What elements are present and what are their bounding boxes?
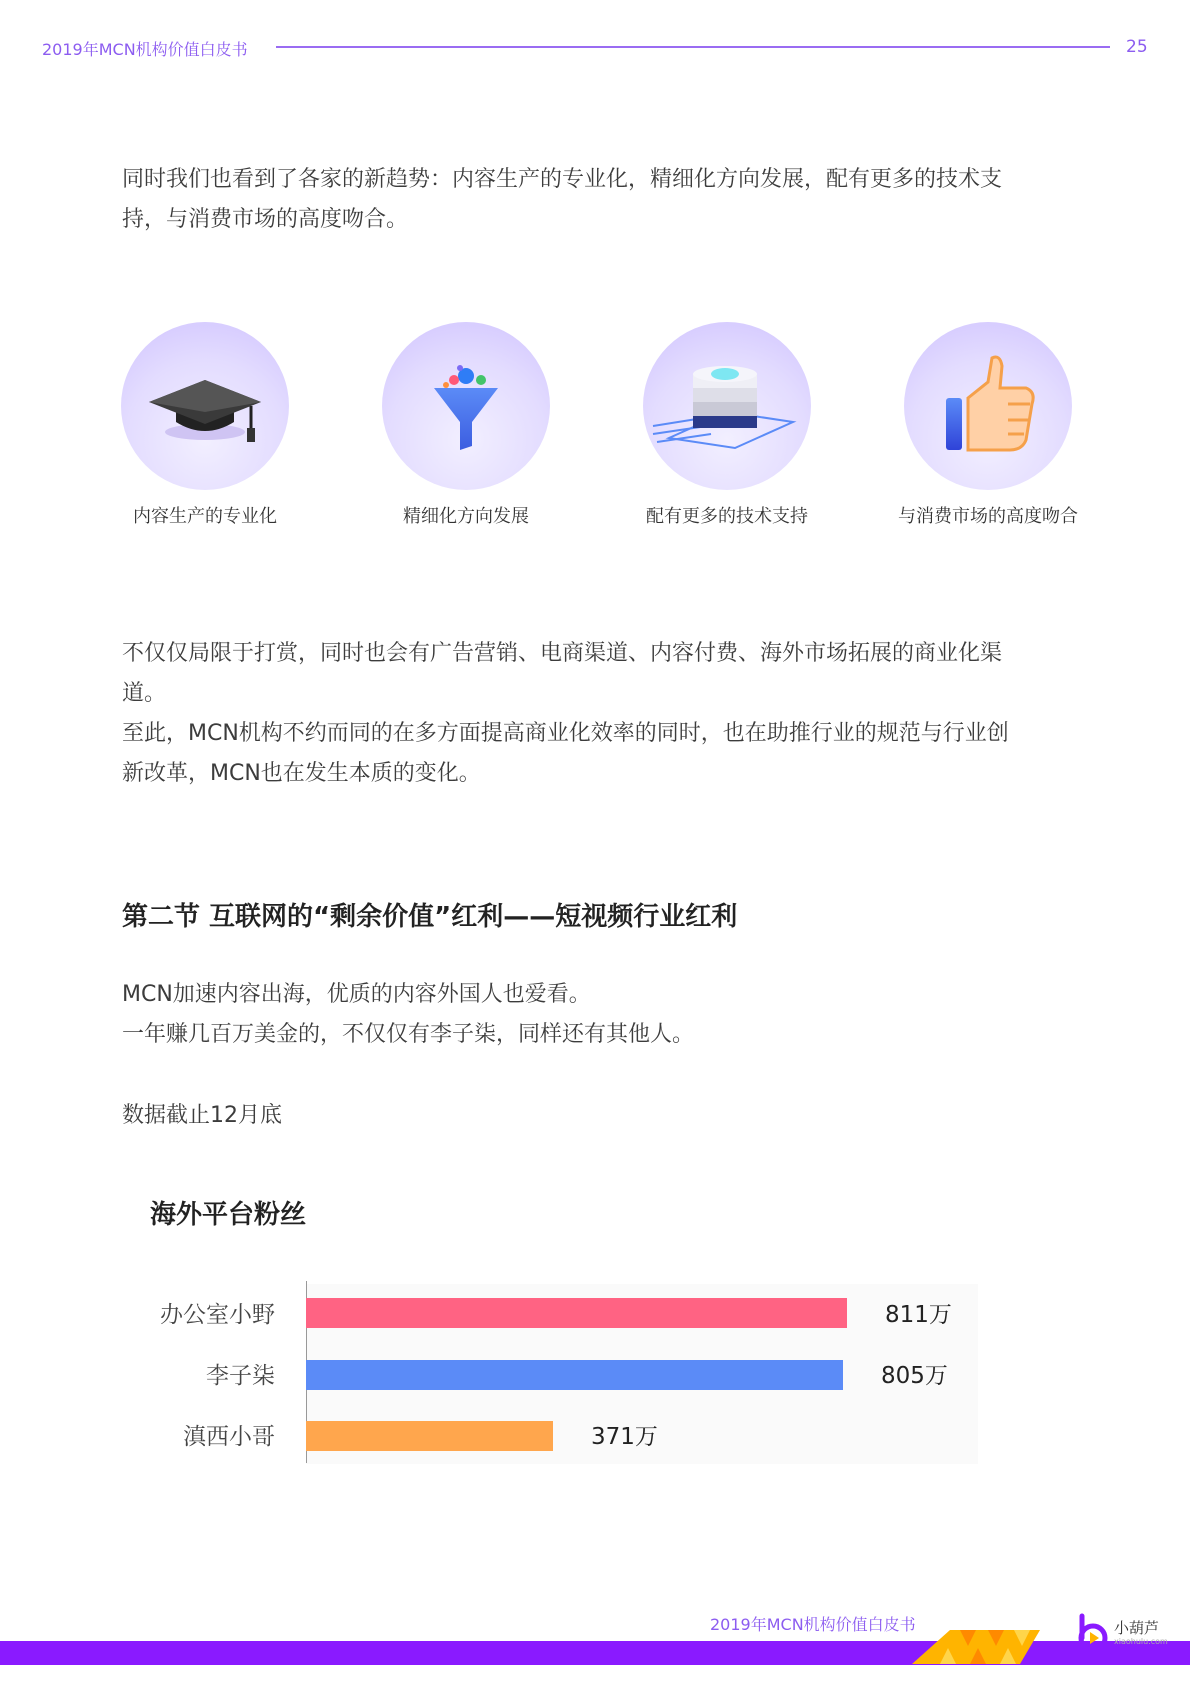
section-title: 第二节 互联网的“剩余价值”红利——短视频行业红利: [122, 902, 738, 932]
section-line-2: 一年赚几百万美金的，不仅仅有李子柒，同样还有其他人。: [122, 1022, 695, 1047]
header-rule: [276, 46, 1110, 48]
chart-category-label: 办公室小野: [160, 1302, 275, 1328]
chart-bar: [306, 1360, 843, 1390]
footer-triangle-pattern: [910, 1626, 1050, 1668]
trend-icon-circle-3: [643, 322, 811, 490]
brand-url: xiaohulu.com: [1114, 1637, 1168, 1646]
trend-label-1: 内容生产的专业化: [133, 506, 277, 527]
chart-category-label: 李子柒: [206, 1363, 275, 1389]
chart-bar: [306, 1298, 847, 1328]
brand-name: 小葫芦: [1114, 1619, 1160, 1637]
data-note: 数据截止12月底: [122, 1103, 282, 1128]
chart-bar: [306, 1421, 553, 1451]
chart-category-label: 滇西小哥: [183, 1424, 275, 1450]
chart-title: 海外平台粉丝: [150, 1200, 307, 1230]
header-title: 2019年MCN机构价值白皮书: [42, 40, 248, 59]
chart-value-label: 805万: [881, 1363, 948, 1389]
chart-value-label: 811万: [885, 1302, 952, 1328]
section-line-1: MCN加速内容出海，优质的内容外国人也爱看。: [122, 982, 591, 1007]
body-p1-line-2: 道。: [122, 681, 167, 706]
footer-title: 2019年MCN机构价值白皮书: [710, 1615, 916, 1634]
chart-value-label: 371万: [591, 1424, 658, 1450]
trend-label-2: 精细化方向发展: [403, 506, 529, 527]
trend-label-4: 与消费市场的高度吻合: [898, 506, 1078, 527]
intro-paragraph: [122, 160, 1072, 240]
trend-icon-circle-2: [382, 322, 550, 490]
graduation-cap-icon: [121, 322, 289, 490]
trend-icon-circle-4: [904, 322, 1072, 490]
trend-icon-circle-1: [121, 322, 289, 490]
body-p2-line-1: 至此，MCN机构不约而同的在多方面提高商业化效率的同时，也在助推行业的规范与行业创: [122, 721, 1009, 746]
page-number: 25: [1126, 37, 1148, 57]
intro-line-2: 持，与消费市场的高度吻合。: [122, 207, 409, 232]
section-paragraph: [122, 975, 1072, 1055]
body-p2-line-2: 新改革，MCN也在发生本质的变化。: [122, 761, 481, 786]
trend-label-3: 配有更多的技术支持: [646, 506, 808, 527]
funnel-icon: [382, 322, 550, 490]
intro-line-1: 同时我们也看到了各家的新趋势：内容生产的专业化，精细化方向发展，配有更多的技术支: [122, 167, 1003, 192]
thumbs-up-icon: [904, 322, 1072, 490]
xiaohulu-logo-icon: [1074, 1612, 1112, 1654]
body-p1-line-1: 不仅仅局限于打赏，同时也会有广告营销、电商渠道、内容付费、海外市场拓展的商业化渠: [122, 641, 1003, 666]
server-stack-icon: [643, 322, 811, 490]
body-paragraph: [122, 634, 1072, 794]
